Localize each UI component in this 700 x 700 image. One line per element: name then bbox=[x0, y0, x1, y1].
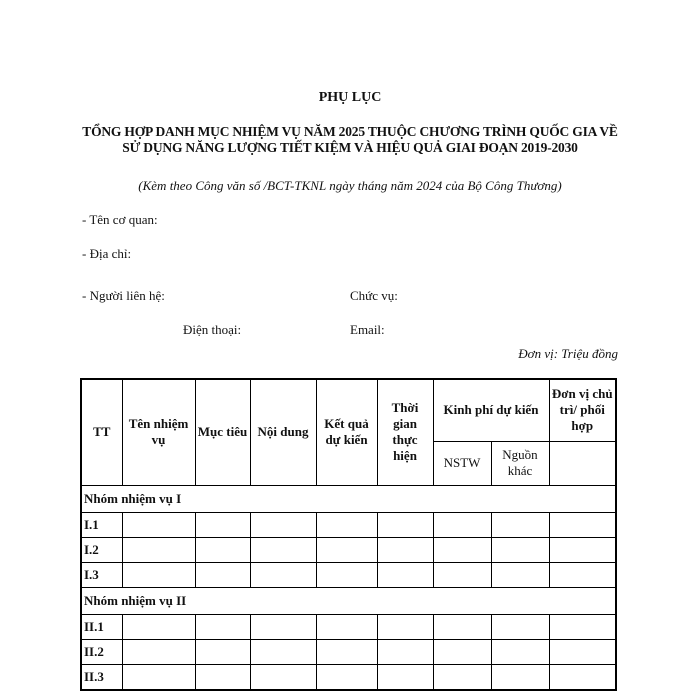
table-cell bbox=[491, 537, 549, 562]
table-row bbox=[81, 562, 616, 587]
table-cell bbox=[122, 537, 195, 562]
group-row bbox=[81, 587, 616, 614]
phone-label: Điện thoại: bbox=[183, 322, 242, 337]
table-cell bbox=[316, 614, 377, 639]
table-cell bbox=[377, 562, 433, 587]
table-cell bbox=[549, 639, 616, 664]
header-nstw: NSTW bbox=[433, 441, 491, 485]
group-name: Nhóm nhiệm vụ I bbox=[81, 485, 616, 512]
table-cell bbox=[250, 512, 316, 537]
table-row bbox=[81, 639, 616, 664]
row-id: II.3 bbox=[81, 664, 122, 690]
table-cell bbox=[316, 537, 377, 562]
header-duration: Thời gian thực hiện bbox=[377, 379, 433, 485]
header-objective: Mục tiêu bbox=[195, 379, 250, 485]
table-cell bbox=[122, 614, 195, 639]
table-cell bbox=[316, 664, 377, 690]
unit-note: Đơn vị: Triệu đồng bbox=[518, 346, 618, 361]
table-cell bbox=[377, 664, 433, 690]
header-budget: Kinh phí dự kiến bbox=[433, 379, 549, 441]
table-row bbox=[81, 512, 616, 537]
table-cell bbox=[433, 562, 491, 587]
table-cell bbox=[491, 614, 549, 639]
row-id: I.3 bbox=[81, 562, 122, 587]
table-cell bbox=[195, 614, 250, 639]
attachment-note: (Kèm theo Công văn số /BCT-TKNL ngày tháng năm 2024 của Bộ Công Thương) bbox=[138, 178, 562, 193]
table-cell bbox=[377, 639, 433, 664]
table-cell bbox=[433, 664, 491, 690]
table-cell bbox=[549, 512, 616, 537]
table-cell bbox=[491, 562, 549, 587]
table-cell bbox=[195, 639, 250, 664]
document-title: TỔNG HỢP DANH MỤC NHIỆM VỤ NĂM 2025 THUỘC CHƯƠNG TRÌNH QUỐC GIA VỀ SỬ DỤNG NĂNG LƯỢNG TIẾT KIỆM VÀ HIỆU QUẢ GIAI ĐOẠN 2019-2030 bbox=[82, 124, 618, 155]
table-cell bbox=[433, 537, 491, 562]
table-cell bbox=[491, 639, 549, 664]
table-cell bbox=[549, 664, 616, 690]
table-cell bbox=[250, 639, 316, 664]
table-cell bbox=[549, 562, 616, 587]
header-content: Nội dung bbox=[250, 379, 316, 485]
row-id: II.1 bbox=[81, 614, 122, 639]
table-cell bbox=[316, 639, 377, 664]
table-cell bbox=[433, 512, 491, 537]
table-cell bbox=[122, 639, 195, 664]
table-cell bbox=[122, 562, 195, 587]
table-cell bbox=[195, 664, 250, 690]
table-cell bbox=[195, 537, 250, 562]
table-cell bbox=[433, 639, 491, 664]
table-cell bbox=[250, 614, 316, 639]
table-cell bbox=[195, 512, 250, 537]
table-row bbox=[81, 537, 616, 562]
table-cell bbox=[122, 664, 195, 690]
header-lead-unit-blank bbox=[549, 441, 616, 485]
group-name: Nhóm nhiệm vụ II bbox=[81, 587, 616, 614]
table-cell bbox=[377, 537, 433, 562]
table-cell bbox=[195, 562, 250, 587]
position-label: Chức vụ: bbox=[350, 288, 398, 303]
address-label: - Địa chỉ: bbox=[82, 246, 132, 261]
table-row bbox=[81, 664, 616, 690]
email-label: Email: bbox=[350, 322, 385, 337]
row-id: II.2 bbox=[81, 639, 122, 664]
table-cell bbox=[316, 562, 377, 587]
table-cell bbox=[491, 512, 549, 537]
table-cell bbox=[491, 664, 549, 690]
table-cell bbox=[377, 512, 433, 537]
table-cell bbox=[549, 614, 616, 639]
task-table bbox=[80, 378, 617, 691]
header-lead-unit: Đơn vị chủ trì/ phối hợp bbox=[549, 379, 616, 441]
table-cell bbox=[433, 614, 491, 639]
table-cell bbox=[377, 614, 433, 639]
header-expected-result: Kết quả dự kiến bbox=[316, 379, 377, 485]
row-id: I.2 bbox=[81, 537, 122, 562]
row-id: I.1 bbox=[81, 512, 122, 537]
header-other-source: Nguồn khác bbox=[491, 441, 549, 485]
table-cell bbox=[122, 512, 195, 537]
table-cell bbox=[250, 537, 316, 562]
table-row bbox=[81, 614, 616, 639]
header-task-name: Tên nhiệm vụ bbox=[122, 379, 195, 485]
agency-name-label: - Tên cơ quan: bbox=[82, 212, 158, 227]
table-cell bbox=[250, 664, 316, 690]
header-tt: TT bbox=[81, 379, 122, 485]
table-cell bbox=[549, 537, 616, 562]
contact-person-label: - Người liên hệ: bbox=[82, 288, 165, 303]
group-row bbox=[81, 485, 616, 512]
table-cell bbox=[316, 512, 377, 537]
table-cell bbox=[250, 562, 316, 587]
appendix-title: PHỤ LỤC bbox=[318, 90, 382, 105]
